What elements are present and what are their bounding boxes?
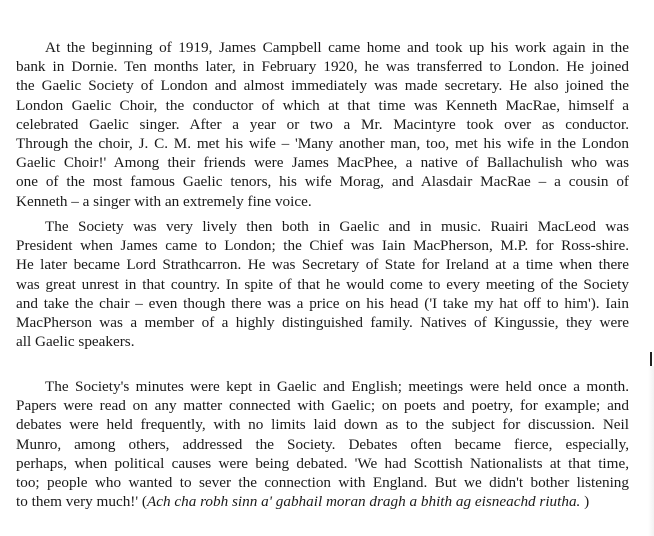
text-line: Gaelic Choir!' Among their friends were James MacPhee, a native of Ballachulish who was xyxy=(16,154,629,172)
text-line: perhaps, when political causes were being debated. 'We had Scottish Nationalists at that time, xyxy=(16,454,629,472)
page-edge-shadow xyxy=(648,366,654,536)
text-line: London Gaelic Choir, the conductor of which at that time was Kenneth MacRae, himself a xyxy=(16,96,629,114)
text-line: one of the most famous Gaelic tenors, his wife Morag, and Alasdair MacRae – a cousin of xyxy=(16,173,629,191)
text-line: bank in Dornie. Ten months later, in February 1920, he was transferred to London. He joined xyxy=(16,58,629,76)
text-line: President when James came to London; the Chief was Iain MacPherson, M.P. for Ross-shire. xyxy=(16,237,629,255)
text-line: Kenneth – a singer with an extremely fine voice. xyxy=(16,192,312,210)
text-line: Papers were read on any matter connected with Gaelic; on poets and poetry, for example; and xyxy=(16,397,629,415)
text-line: He later became Lord Strathcarron. He was Secretary of State for Ireland at a time when there xyxy=(16,256,629,274)
text-line: The Society's minutes were kept in Gaelic and English; meetings were held once a month. xyxy=(45,378,629,395)
text-line: celebrated Gaelic singer. After a year or two a Mr. Macintyre took over as conductor. xyxy=(16,115,629,133)
gaelic-quote: Ach cha robh sinn a' gabhail moran dragh a bhith ag eisneachd riutha. xyxy=(146,493,581,511)
text-line: was great unrest in that country. In spite of that he would come to every meeting of the Society xyxy=(16,275,629,293)
page-edge-mark xyxy=(650,352,652,366)
text-line: and take the chair – even though there was a price on his head ('I take my hat off to him'). Iain xyxy=(16,294,629,312)
text-line: Munro, among others, addressed the Society. Debates often became fierce, especially, xyxy=(16,435,629,453)
text-line: debates were held frequently, with no limits laid down as to the subject for discussion. Neil xyxy=(16,416,629,434)
text-segment: to them very much!' ( xyxy=(16,493,147,511)
paragraph-2 xyxy=(16,217,629,351)
paragraph-3 xyxy=(16,377,629,511)
text-line: too; people who wanted to sever the connection with England. But we didn't bother listening xyxy=(16,474,629,492)
text-line: Through the choir, J. C. M. met his wife – 'Many another man, too, met his wife in the London xyxy=(16,135,629,153)
text-segment: ) xyxy=(580,493,590,511)
text-line: the Gaelic Society of London and almost immediately was made secretary. He also joined the xyxy=(16,77,629,95)
text-line: At the beginning of 1919, James Campbell came home and took up his work again in the xyxy=(45,39,629,56)
paragraph-1 xyxy=(16,38,629,211)
text-line: The Society was very lively then both in Gaelic and in music. Ruairi MacLeod was xyxy=(45,218,629,235)
text-line: MacPherson was a member of a highly distinguished family. Natives of Kingussie, they were xyxy=(16,314,629,332)
text-line-final xyxy=(16,492,629,511)
text-line: all Gaelic speakers. xyxy=(16,333,135,351)
